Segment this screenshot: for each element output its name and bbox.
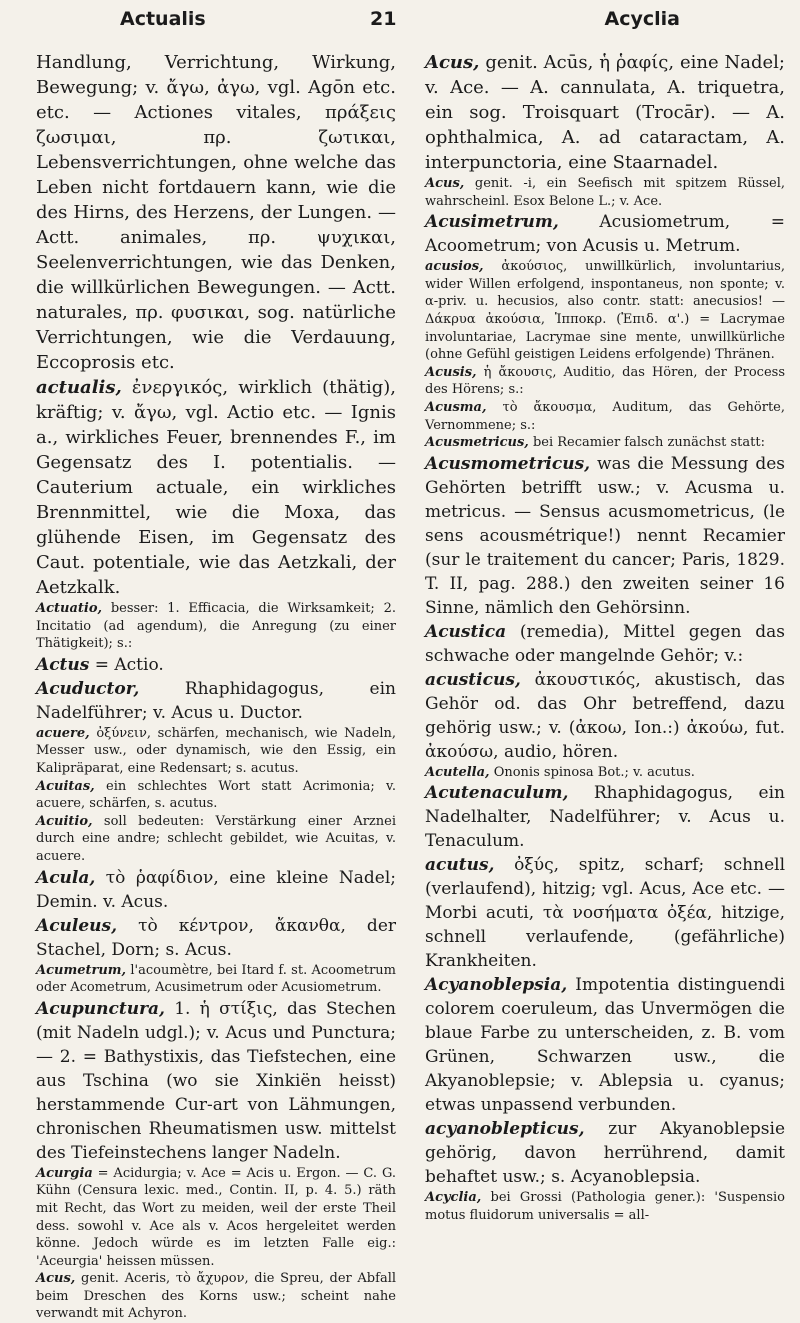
entry-definition: zur Akyanoblepsie gehörig, davon herrührend, damit behaftet usw.; s. Acyanoblepsia. [425, 1119, 786, 1188]
entry-headword: Acutella, [425, 764, 490, 780]
dictionary-entry [425, 973, 785, 1117]
dictionary-entry [36, 725, 396, 778]
dictionary-entry [425, 853, 785, 973]
entry-headword: acusios, [425, 259, 484, 275]
entry-headword: Acuitio, [36, 813, 93, 829]
dictionary-entry [425, 434, 785, 452]
entry-definition: l'acoumètre, bei Itard f. st. Acoometrum oder Acometrum, Acusimetrum oder Acusiometrum. [36, 962, 396, 996]
entry-definition: bei Grossi (Pathologia gener.): 'Suspensio motus fluidorum universalis = all- [425, 1190, 785, 1223]
entry-definition: Rhaphidagogus, ein Nadelhalter, Nadelführer; v. Acus u. Tenaculum. [425, 783, 785, 852]
dictionary-entry [36, 962, 396, 997]
dictionary-entry [36, 914, 396, 962]
entry-headword: actualis, [36, 377, 122, 398]
entry-headword: Acus, [425, 52, 480, 73]
entry-definition: ἀκουστικός, akustisch, das Gehör od. das Ohr betreffend, dazu gehörig usw.; v. (ἀκοω, Ion.:) ἀκούω, fut. ἀκούσω, audio, hören. [425, 669, 785, 762]
entry-headword: acuere, [36, 725, 90, 741]
entry-definition: soll bedeuten: Verstärkung einer Arznei durch eine andre; schlecht gebildet, wie Acuitas, v. acuere. [36, 813, 396, 864]
dictionary-entry [425, 781, 785, 853]
left-column [36, 50, 397, 1322]
dictionary-entry [425, 764, 785, 782]
right-column [425, 50, 785, 1270]
dictionary-entry [425, 210, 785, 258]
entry-definition: 1. ἡ στίξις, das Stechen (mit Nadeln udgl.); v. Acus und Punctura; — 2. = Bathystixis, das Tiefstechen, eine aus Tschina (wo sie Xinkiën heisst) herstammende Cur-art von Lähmungen, chronischen Rheumatismen usw. mittelst des Tiefeinstechens langer Nadeln. [36, 998, 396, 1163]
dictionary-entry [36, 997, 396, 1165]
entry-headword: Acus, [425, 176, 465, 191]
dictionary-entry [425, 1117, 785, 1189]
entry-headword: Acyanoblepsia, [425, 975, 568, 996]
dictionary-entry [36, 653, 396, 677]
dictionary-entry [425, 364, 785, 399]
entry-definition: was die Messung des Gehörten betrifft usw.; v. Acusma u. metricus. — Sensus acusmometricus, (le sens acousmétrique!) nennt Recamier (sur le traitement du cancer; Paris, 1829. T. II, pag. 288.) den zweiten seiner 16 Sinne, nämlich den Gehörsinn. [425, 453, 786, 618]
entry-headword: Acusmetricus, [425, 435, 529, 451]
entry-headword: Acurgia [36, 1165, 93, 1181]
entry-definition: τὸ κέντρον, ἄκανθα, der Stachel, Dorn; s. Acus. [36, 915, 396, 960]
entry-definition: ein schlechtes Wort statt Acrimonia; v. acuere, schärfen, s. acutus. [36, 778, 396, 812]
dictionary-entry [36, 1165, 396, 1271]
entry-headword: Actus [36, 654, 90, 675]
entry-headword: Acula, [36, 867, 96, 888]
entry-headword: Acus, [36, 1271, 76, 1287]
dictionary-entry [425, 258, 785, 364]
dictionary-entry [425, 620, 785, 668]
dictionary-entry [36, 677, 396, 725]
entry-headword: Acumetrum, [36, 962, 127, 978]
entry-headword: Acutenaculum, [425, 783, 569, 804]
entry-headword: Acusimetrum, [425, 212, 559, 233]
entry-definition: ἀκούσιος, unwillkürlich, involuntarius, wider Willen erfolgend, inspontaneus, non sponte; v. α-priv. u. hecusios, also contr. statt: anecusios! — Δάκρυα ἀκούσια, Ἱπποκρ. (Ἐπιδ. α'.) = Lacrymae involuntariae, Lacrymae sine mente, unwillkürliche (ohne Gefühl geistigen Leidens erfolgende) Thränen. [425, 259, 785, 363]
dictionary-entry [425, 399, 785, 434]
entry-definition: Ononis spinosa Bot.; v. acutus. [493, 764, 695, 780]
entry-definition: ἡ ἄκουσις, Auditio, das Hören, der Process des Hörens; s.: [425, 364, 785, 398]
entry-headword: Acyclia, [425, 1190, 482, 1206]
dictionary-entry [425, 50, 785, 175]
entry-definition: ὀξύς, spitz, scharf; schnell (verlaufend), hitzig; vgl. Acus, Ace etc. — Morbi acuti, τὰ νοσήματα ὀξέα, hitzige, schnell verlaufende, (gefährliche) Krankheiten. [425, 855, 786, 972]
dictionary-entry [36, 1270, 396, 1323]
dictionary-entry [425, 452, 785, 620]
page-number: 21 [370, 8, 397, 30]
entry-headword: acusticus, [425, 669, 521, 690]
entry-definition: = Acidurgia; v. Ace = Acis u. Ergon. — C. G. Kühn (Censura lexic. med., Contin. II, p. 4. 5.) räth mit Recht, das Wort zu meiden, weil der erste Theil dess. sowohl v. Ace als v. Acos hergeleitet werden könne. Jedoch würde es im letzten Falle eig.: 'Aceurgia' heissen müssen. [36, 1165, 396, 1269]
entry-definition: Handlung, Verrichtung, Wirkung, Bewegung; v. ἄγω, ἀγω, vgl. Agōn etc. etc. — Actiones vitales, πράξεις ζωσιμαι, πρ. ζωτικαι, Lebensverrichtungen, ohne welche das Leben nicht fortdauern kann, wie die des Hirns, des Herzens, der Lungen. — Actt. animales, πρ. ψυχικαι, Seelenverrichtungen, wie das Denken, die willkürlichen Bewegungen. — Actt. naturales, πρ. φυσικαι, sog. natürliche Verrichtungen, wie die Verdauung, Eccoprosis etc. [36, 52, 396, 373]
dictionary-entry [36, 50, 396, 375]
entry-definition: ἐνεργικός, wirklich (thätig), kräftig; v. ἄγω, vgl. Actio etc. — Ignis a., wirkliches Feuer, brennendes F., im Gegensatz des I. potentialis. — Cauterium actuale, ein wirkliches Brennmittel, wie die Moxa, das glühende Eisen, im Gegensatz des Caut. potentiale, wie das Aetzkali, der Aetzkalk. [36, 377, 396, 598]
dictionary-entry [425, 668, 785, 764]
entry-definition: bei Recamier falsch zunächst statt: [532, 435, 765, 451]
entry-definition: τὸ ἄκουσμα, Auditum, das Gehörte, Vernommene; s.: [425, 399, 785, 433]
entry-definition: Acusiometrum, = Acoometrum; von Acusis u. Metrum. [425, 212, 785, 257]
entry-headword: Aculeus, [36, 915, 118, 936]
entry-definition: ὀξύνειν, schärfen, mechanisch, wie Nadeln, Messer usw., oder dynamisch, wie den Essig, ein Kalipräparat, eine Redensart; s. acutus. [36, 725, 396, 776]
entry-headword: Acusma, [425, 399, 487, 415]
entry-definition: genit. Acūs, ἡ ῥαφίς, eine Nadel; v. Ace. — A. cannulata, A. triquetra, ein sog. Troisquart (Trocār). — A. ophthalmica, A. ad cataractam, A. interpunctoria, eine Staarnadel. [425, 52, 785, 173]
entry-definition: genit. -i, ein Seefisch mit spitzem Rüssel, wahrscheinl. Esox Belone L.; v. Ace. [425, 176, 785, 209]
dictionary-entry [425, 1189, 785, 1224]
entry-definition: genit. Aceris, τὸ ἄχυρον, die Spreu, der Abfall beim Dreschen des Korns usw.; scheint nahe verwandt mit Achyron. [36, 1271, 397, 1322]
entry-headword: Acuitas, [36, 778, 95, 794]
dictionary-entry [425, 175, 785, 210]
running-header [40, 8, 760, 34]
entry-definition: Impotentia distinguendi colorem coeruleum, das Unvermögen die blaue Farbe zu unterscheiden, z. B. vom Grünen, Schwarzen usw., die Akyanoblepsie; v. Ablepsia u. cyanus; etwas unpassend verbunden. [425, 975, 785, 1116]
entry-headword: Acustica [425, 621, 507, 642]
dictionary-entry [36, 866, 396, 914]
dictionary-entry [36, 375, 396, 600]
entry-headword: Acupunctura, [36, 998, 165, 1019]
entry-definition: = Actio. [94, 654, 164, 675]
dictionary-entry [36, 813, 396, 866]
entry-headword: Acusis, [425, 364, 477, 380]
dictionary-entry [36, 600, 396, 653]
entry-headword: acyanoblepticus, [425, 1119, 585, 1140]
entry-definition: besser: 1. Efficacia, die Wirksamkeit; 2. Incitatio (ad agendum), die Anregung (zu einer Thätigkeit); s.: [36, 601, 396, 652]
entry-headword: Acuductor, [36, 678, 140, 699]
entry-headword: Acusmometricus, [425, 453, 591, 474]
entry-definition: τὸ ῥαφίδιον, eine kleine Nadel; Demin. v. Acus. [36, 867, 397, 912]
dictionary-entry [36, 778, 396, 813]
entry-definition: (remedia), Mittel gegen das schwache oder mangelnde Gehör; v.: [425, 621, 785, 666]
header-last-entry: Acyclia [604, 8, 680, 30]
header-first-entry: Actualis [120, 8, 206, 30]
entry-headword: Actuatio, [36, 601, 103, 616]
entry-definition: Rhaphidagogus, ein Nadelführer; v. Acus u. Ductor. [36, 678, 396, 723]
entry-headword: acutus, [425, 855, 495, 876]
